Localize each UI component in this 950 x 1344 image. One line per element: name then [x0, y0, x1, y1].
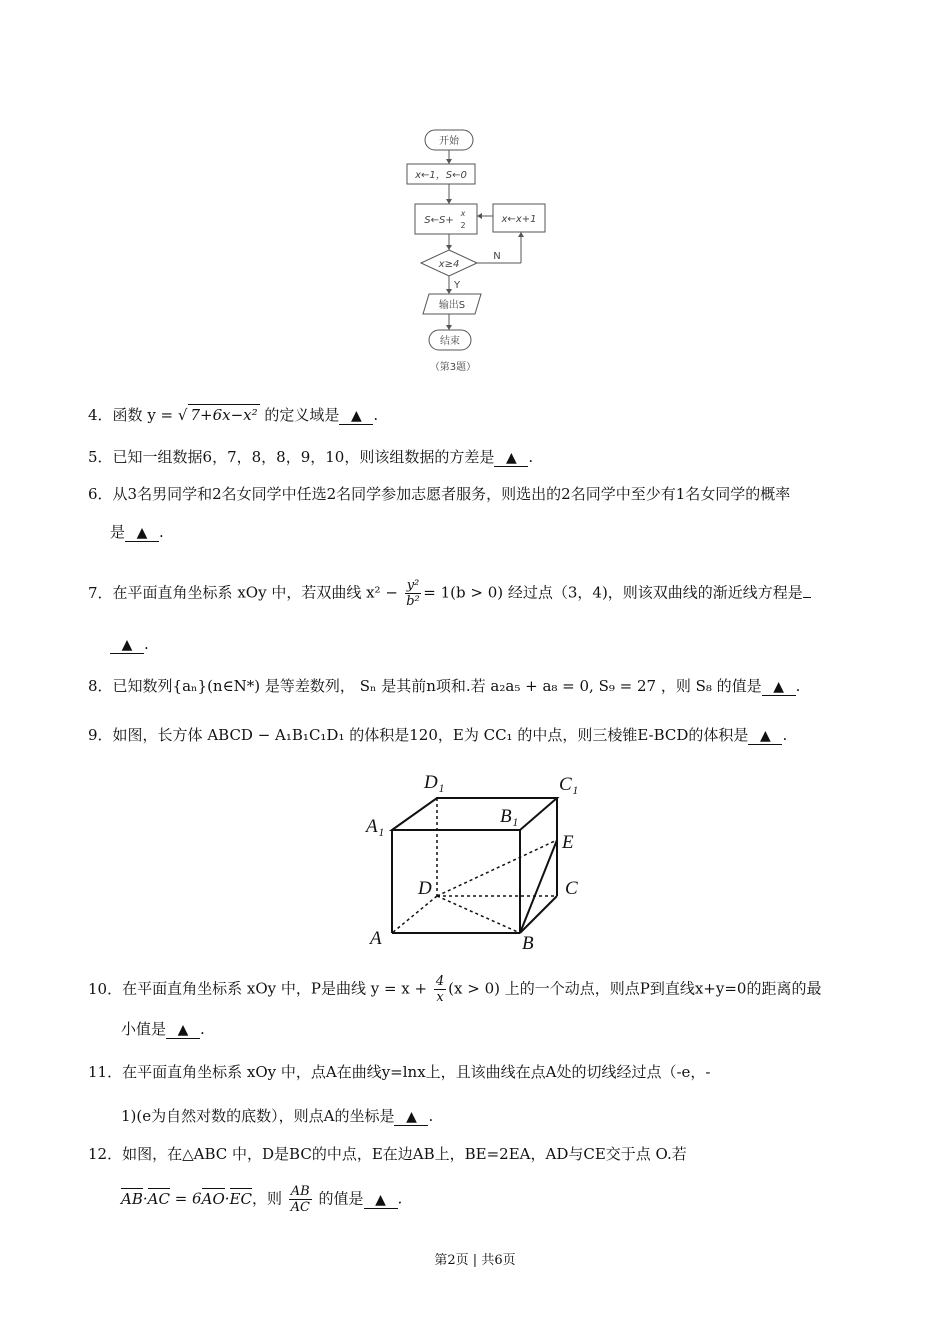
flow-end-label: 结束 [440, 336, 460, 347]
label-A1: A₁ [366, 816, 385, 837]
answer-blank[interactable] [394, 1108, 428, 1126]
fraction [289, 1184, 312, 1215]
question-number: 5． [88, 448, 113, 466]
label-D: D [418, 878, 432, 899]
answer-blank[interactable] [110, 636, 144, 654]
question-number: 11． [88, 1063, 123, 1081]
denominator: x [436, 990, 444, 1005]
triangle-icon: ▲ [351, 408, 362, 424]
radicand: 7+6x−x² [190, 406, 258, 424]
question-8: 8．已知数列{aₙ}(n∈N*) 是等差数列， Sₙ 是其前n项和.若 a₂a₅ + a₈ = 0, S₉ = 27 ，则 S₈ 的值是 ▲ . [88, 677, 801, 695]
answer-blank[interactable] [748, 727, 782, 745]
question-12 [88, 1144, 687, 1164]
label-C: C [565, 878, 578, 899]
question-7 [88, 578, 811, 609]
flow-update-x-label: x←x+1 [501, 214, 537, 225]
question-text: 从3名男同学和2名女同学中任选2名同学参加志愿者服务，则选出的2名同学中至少有1名女同学的概率 [112, 485, 791, 503]
triangle-icon: ▲ [760, 728, 771, 744]
question-text: 1)(e为自然对数的底数），则点A的坐标是 [121, 1107, 395, 1125]
sqrt-icon: √ [177, 406, 188, 424]
question-text: 在平面直角坐标系 xOy 中，点A在曲线y=lnx上，且该曲线在点A处的切线经过点（-e，- [122, 1063, 711, 1081]
question-number: 6． [88, 485, 113, 503]
question-text: 已知数列{aₙ}(n∈N*) 是等差数列， Sₙ 是其前n项和.若 a₂a₅ + a₈ = 0, S₉ = 27 ，则 S₈ 的值是 [112, 677, 762, 695]
flow-update-s-frac-top: x [460, 209, 466, 218]
flow-caption: （第3题） [429, 362, 477, 373]
question-number: 4． [88, 406, 113, 424]
dot-operator: · [142, 1189, 148, 1208]
answer-blank[interactable] [166, 1021, 200, 1039]
label-C1: C₁ [559, 774, 579, 795]
question-9: 9．如图，长方体 ABCD − A₁B₁C₁D₁ 的体积是120，E为 CC₁ 的中点，则三棱锥E-BCD的体积是 ▲ . [88, 726, 788, 744]
vector-AC: AC [147, 1189, 170, 1208]
cuboid-figure [362, 768, 592, 953]
flow-no-label: N [493, 251, 501, 262]
flow-update-s-label: S←S+ [424, 215, 454, 226]
triangle-icon: ▲ [121, 637, 133, 653]
question-7-line-2: ▲ . [110, 634, 149, 654]
answer-blank[interactable] [364, 1191, 398, 1209]
question-text: 是 [110, 523, 126, 541]
flow-init-label: x←1，S←0 [415, 170, 467, 181]
question-6 [88, 484, 790, 504]
triangle-icon: ▲ [406, 1109, 417, 1125]
question-text: 如图，在△ABC 中，D是BC的中点，E在边AB上，BE=2EA，AD与CE交于点 O.若 [122, 1145, 687, 1163]
question-6-line-2: 是 ▲ . [110, 523, 164, 541]
question-text: ，则 [251, 1189, 282, 1208]
question-text: 在平面直角坐标系 xOy 中，P是曲线 y = x + [122, 979, 428, 998]
question-number: 9． [88, 726, 113, 744]
question-number: 12． [88, 1145, 123, 1163]
question-text: 的定义域是 [259, 406, 340, 424]
triangle-icon: ▲ [177, 1022, 189, 1038]
fraction [434, 974, 446, 1005]
label-B: B [522, 933, 534, 953]
label-E: E [562, 832, 574, 853]
denominator: AC [290, 1200, 310, 1215]
numerator: 4 [435, 974, 445, 989]
flow-output-label: 输出S [438, 300, 466, 311]
question-4: 4．函数 y = √ 7+6x−x² 的定义域是 ▲ . [88, 406, 379, 424]
equals-six: = 6 [169, 1189, 202, 1208]
vector-AO: AO [201, 1189, 225, 1208]
label-D1: D₁ [424, 772, 445, 793]
question-5: 5．已知一组数据6，7，8，8，9，10，则该组数据的方差是 ▲ . [88, 448, 534, 466]
flowchart-figure [395, 122, 565, 384]
flow-update-s-frac-bottom: 2 [460, 221, 466, 230]
vector-EC: EC [229, 1189, 252, 1208]
segment-DB [437, 896, 520, 933]
label-A: A [370, 928, 382, 949]
question-text: 小值是 [121, 1020, 167, 1038]
question-text: 的值是 [313, 1189, 364, 1208]
dot-operator: · [224, 1189, 230, 1208]
question-text: (x > 0) 上的一个动点，则点P到直线x+y=0的距离的最 [448, 979, 822, 998]
question-text: 已知一组数据6，7，8，8，9，10，则该组数据的方差是 [112, 448, 495, 466]
question-11-line-2: 1)(e为自然对数的底数），则点A的坐标是 ▲ . [121, 1107, 434, 1125]
answer-blank[interactable] [125, 524, 159, 542]
question-10-line-2: 小值是 ▲ . [121, 1020, 205, 1038]
flow-yes-label: Y [453, 280, 461, 291]
question-10 [88, 974, 821, 1005]
triangle-icon: ▲ [505, 450, 517, 466]
cuboid-top-face [392, 798, 557, 830]
flow-condition-label: x≥4 [438, 259, 460, 270]
label-B1: B₁ [500, 806, 519, 827]
triangle-icon: ▲ [136, 525, 148, 541]
question-11 [88, 1062, 711, 1082]
denominator: b² [406, 594, 420, 609]
question-12-line-2: AB·AC = 6AO·EC，则 $\frac{AB}{AC}$ 的值是 ▲ . [121, 1184, 403, 1215]
vector-AB: AB [121, 1189, 143, 1208]
question-number: 7． [88, 583, 113, 602]
numerator: AB [290, 1184, 310, 1199]
question-text: = 1(b > 0) 经过点（3，4)，则该双曲线的渐近线方程是 [423, 583, 803, 602]
numerator: y² [406, 578, 420, 593]
answer-blank[interactable] [762, 678, 796, 696]
triangle-icon: ▲ [375, 1191, 386, 1208]
triangle-icon: ▲ [773, 679, 785, 695]
flow-start-label: 开始 [439, 136, 459, 147]
question-text: 函数 y = [112, 406, 174, 424]
fraction [405, 578, 422, 609]
question-number: 8． [88, 677, 113, 695]
page-footer: 第2页 | 共6页 [434, 1253, 516, 1268]
question-number: 10． [88, 979, 123, 998]
answer-blank[interactable] [494, 449, 528, 467]
question-text: 在平面直角坐标系 xOy 中，若双曲线 x² − [112, 583, 398, 602]
answer-blank[interactable] [339, 407, 373, 425]
question-text: 如图，长方体 ABCD − A₁B₁C₁D₁ 的体积是120，E为 CC₁ 的中点，则三棱锥E-BCD的体积是 [112, 726, 749, 744]
